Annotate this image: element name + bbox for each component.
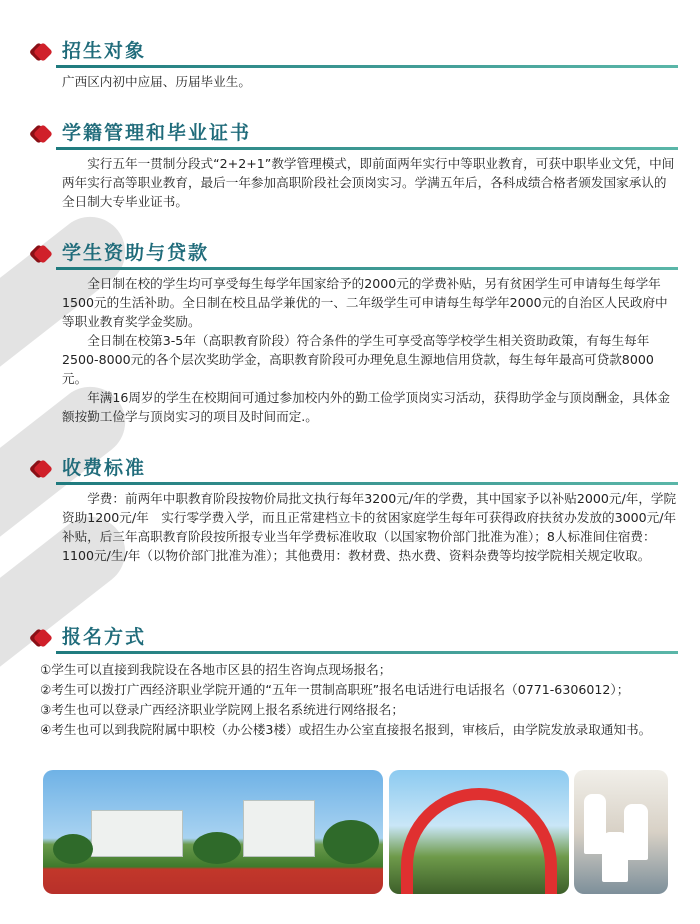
diamond-bullet-icon bbox=[33, 42, 53, 62]
campus-photo bbox=[43, 770, 383, 894]
section-rule bbox=[56, 267, 678, 270]
section-body bbox=[62, 274, 678, 426]
paragraph: 学费：前两年中职教育阶段按物价局批文执行每年3200元/年的学费，其中国家予以补贴2000元/年，学院资助1200元/年 实行零学费入学，而且正常建档立卡的贫困家庭学生每年可获得政府扶贫办发放的3000元/年补贴，后三年高职教育阶段按所报专业当年学费标准收取（以国家物价部门批准为准）；8人标准间住宿费：1100元/生/年（以物价部门批准为准）；其他费用：教材费、热水费、资料杂费等均按学院相关规定收取。 bbox=[62, 491, 677, 563]
building-shape bbox=[91, 810, 183, 857]
list-item: ①学生可以直接到我院设在各地市区县的招生咨询点现场报名； bbox=[40, 662, 392, 677]
tree-shape bbox=[193, 832, 241, 864]
section-header bbox=[0, 624, 700, 654]
section-financial-aid bbox=[0, 240, 700, 426]
lab-photo bbox=[574, 770, 668, 894]
section-enrollment-target bbox=[0, 38, 700, 91]
section-title: 学籍管理和毕业证书 bbox=[62, 122, 252, 144]
registration-list bbox=[40, 660, 686, 740]
tree-shape bbox=[323, 820, 379, 864]
section-status-certificate bbox=[0, 120, 700, 211]
section-rule bbox=[56, 65, 678, 68]
section-header bbox=[0, 240, 700, 270]
section-rule bbox=[56, 651, 678, 654]
diamond-bullet-icon bbox=[33, 628, 53, 648]
section-header bbox=[0, 120, 700, 150]
section-registration bbox=[0, 624, 700, 740]
paragraph: 实行五年一贯制分段式“2+2+1”教学管理模式，即前面两年实行中等职业教育，可获中职毕业文凭，中间两年实行高等职业教育，最后一年参加高职阶段社会顶岗实习。学满五年后，各科成绩合格者颁发国家承认的全日制大专毕业证书。 bbox=[62, 156, 675, 209]
section-body bbox=[62, 489, 678, 565]
building-shape bbox=[243, 800, 315, 857]
section-rule bbox=[56, 482, 678, 485]
list-item: ③考生也可以登录广西经济职业学院网上报名系统进行网络报名； bbox=[40, 702, 404, 717]
list-item: ④考生也可以到我院附属中职校（办公楼3楼）或招生办公室直接报名报到，审核后，由学院发放录取通知书。 bbox=[40, 722, 652, 737]
paragraph: 全日制在校的学生均可享受每生每学年国家给予的2000元的学费补贴，另有贫困学生可申请每生每学年1500元的生活补助。全日制在校且品学兼优的一、二年级学生可申请每生每学年2000元的自治区人民政府中等职业教育奖学金奖励。 bbox=[62, 276, 668, 329]
diamond-bullet-icon bbox=[33, 244, 53, 264]
tree-shape bbox=[53, 834, 93, 864]
section-body bbox=[62, 154, 678, 211]
section-title: 学生资助与贷款 bbox=[62, 242, 210, 264]
paragraph: 年满16周岁的学生在校期间可通过参加校内外的勤工俭学顶岗实习活动，获得助学金与顶岗酬金，具体金额按勤工俭学与顶岗实习的项目及时间而定.。 bbox=[62, 390, 670, 424]
list-item: ②考生可以拨打广西经济职业学院开通的“五年一贯制高职班”报名电话进行电话报名（0771-6306012）； bbox=[40, 682, 630, 697]
person-shape bbox=[602, 832, 628, 882]
diamond-bullet-icon bbox=[33, 459, 53, 479]
diamond-bullet-icon bbox=[33, 124, 53, 144]
section-header bbox=[0, 455, 700, 485]
section-header bbox=[0, 38, 700, 68]
section-body bbox=[62, 72, 678, 91]
event-arch-photo bbox=[389, 770, 569, 894]
section-title: 报名方式 bbox=[62, 626, 147, 648]
inflatable-arch-shape bbox=[401, 788, 557, 894]
section-title: 收费标准 bbox=[62, 457, 147, 479]
paragraph: 全日制在校第3-5年（高职教育阶段）符合条件的学生可享受高等学校学生相关资助政策，有每生每年2500-8000元的各个层次奖助学金，高职教育阶段可办理免息生源地信用贷款，每生每年最高可贷款8000元。 bbox=[62, 333, 654, 386]
section-rule bbox=[56, 147, 678, 150]
section-fees bbox=[0, 455, 700, 565]
paragraph: 广西区内初中应届、历届毕业生。 bbox=[62, 74, 251, 89]
section-title: 招生对象 bbox=[62, 40, 147, 62]
